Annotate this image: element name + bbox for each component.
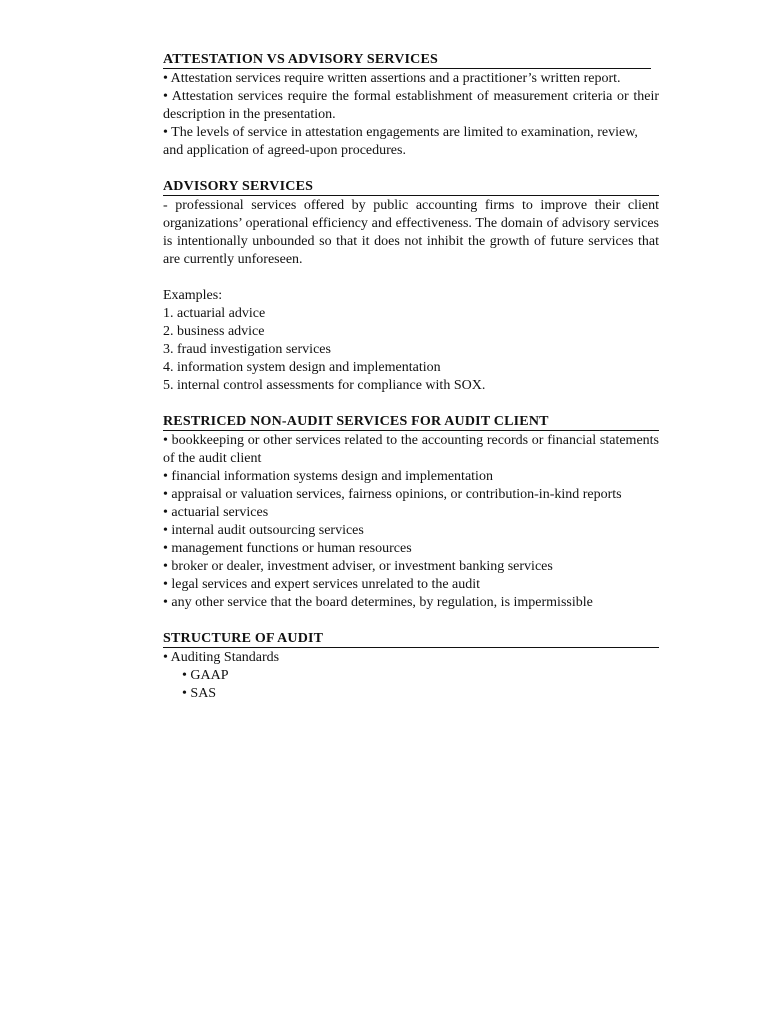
example-item: 1. actuarial advice (163, 306, 266, 321)
restricted-bullet: • financial information systems design and implementation (163, 469, 493, 484)
section-restricted (163, 413, 659, 612)
restricted-bullet: • any other service that the board determines, by regulation, is impermissible (163, 595, 593, 610)
attestation-continuation: and application of agreed-upon procedures. (163, 143, 406, 158)
restricted-bullet: • bookkeeping or other services related to the accounting records or financial statements of the audit client (163, 433, 659, 466)
restricted-bullet: • management functions or human resources (163, 541, 412, 556)
heading-restricted-non-audit: RESTRICED NON-AUDIT SERVICES FOR AUDIT CLIENT (163, 413, 659, 431)
attestation-bullet: • Attestation services require written assertions and a practitioner’s written report. (163, 71, 621, 86)
attestation-bullet: • Attestation services require the formal establishment of measurement criteria or their description in the presentation. (163, 89, 659, 122)
structure-subitem: • SAS (182, 686, 217, 701)
section-attestation (163, 51, 659, 160)
heading-structure-of-audit: STRUCTURE OF AUDIT (163, 630, 659, 648)
section-advisory (163, 178, 659, 395)
restricted-bullet: • actuarial services (163, 505, 269, 520)
examples-label: Examples: (163, 288, 223, 303)
structure-subitem: • GAAP (182, 668, 229, 683)
restricted-bullet: • legal services and expert services unrelated to the audit (163, 577, 481, 592)
example-item: 5. internal control assessments for compliance with SOX. (163, 378, 486, 393)
example-item: 2. business advice (163, 324, 265, 339)
restricted-bullet: • internal audit outsourcing services (163, 523, 364, 538)
restricted-bullet: • appraisal or valuation services, fairness opinions, or contribution-in-kind reports (163, 487, 622, 502)
structure-item: • Auditing Standards (163, 650, 280, 665)
section-structure (163, 630, 659, 703)
restricted-bullet: • broker or dealer, investment adviser, or investment banking services (163, 559, 553, 574)
attestation-bullet: • The levels of service in attestation engagements are limited to examination, review, (163, 125, 638, 140)
example-item: 4. information system design and implementation (163, 360, 441, 375)
heading-advisory-services: ADVISORY SERVICES (163, 178, 659, 196)
document-page (163, 51, 659, 721)
heading-attestation-vs-advisory: ATTESTATION VS ADVISORY SERVICES (163, 51, 651, 69)
example-item: 3. fraud investigation services (163, 342, 331, 357)
advisory-paragraph: - professional services offered by public accounting firms to improve their client organizations’ operational efficiency and effectiveness. The domain of advisory services is intentionally unbounded so that it does not inhibit the growth of future services that are currently unforeseen. (163, 198, 659, 267)
